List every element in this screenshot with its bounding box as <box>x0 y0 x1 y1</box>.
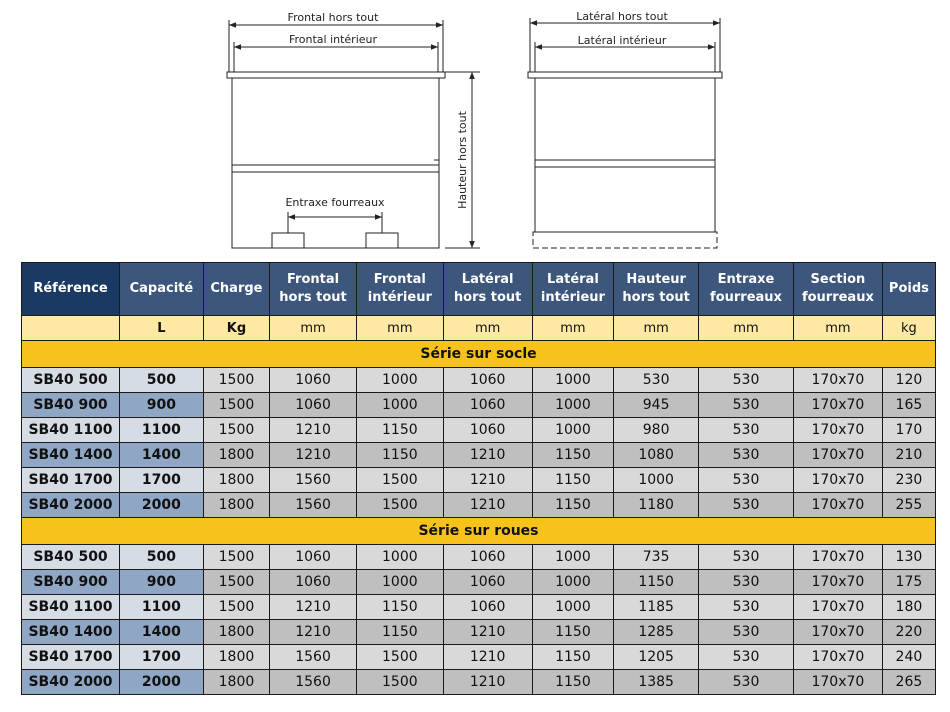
table-cell: 1150 <box>356 443 443 468</box>
table-cell: 500 <box>120 368 204 393</box>
table-cell: 130 <box>882 545 935 570</box>
series-header-row <box>22 518 936 545</box>
table-cell: 1185 <box>614 595 699 620</box>
table-cell: 230 <box>882 468 935 493</box>
table-cell: 2000 <box>120 670 204 695</box>
table-cell: 1210 <box>270 595 357 620</box>
table-cell: 265 <box>882 670 935 695</box>
table-cell: 1150 <box>532 443 614 468</box>
table-cell: 1060 <box>443 595 532 620</box>
column-header: Latéral intérieur <box>532 263 614 316</box>
table-cell: 240 <box>882 645 935 670</box>
table-cell: 1210 <box>443 645 532 670</box>
column-header: Section fourreaux <box>793 263 882 316</box>
column-header: Référence <box>22 263 120 316</box>
table-cell: 1150 <box>532 620 614 645</box>
table-cell: 1000 <box>532 595 614 620</box>
table-cell: 1700 <box>120 468 204 493</box>
table-cell: SB40 500 <box>22 545 120 570</box>
table-cell: 500 <box>120 545 204 570</box>
unit-cell: mm <box>270 316 357 341</box>
table-cell: 180 <box>882 595 935 620</box>
table-cell: SB40 2000 <box>22 670 120 695</box>
unit-cell <box>22 316 120 341</box>
series-title: Série sur socle <box>22 341 936 368</box>
table-cell: 1000 <box>532 368 614 393</box>
table-cell: 1800 <box>203 468 269 493</box>
table-cell: 1000 <box>532 418 614 443</box>
column-header: Latéral hors tout <box>443 263 532 316</box>
column-header: Hauteur hors tout <box>614 263 699 316</box>
spec-table <box>21 262 936 695</box>
table-cell: 980 <box>614 418 699 443</box>
column-header: Frontal hors tout <box>270 263 357 316</box>
front-view <box>227 20 480 248</box>
table-row <box>22 595 936 620</box>
table-cell: 1210 <box>443 468 532 493</box>
table-cell: 1100 <box>120 595 204 620</box>
table-cell: 1000 <box>356 545 443 570</box>
table-cell: 1150 <box>532 645 614 670</box>
table-cell: 1150 <box>356 418 443 443</box>
column-header: Charge <box>203 263 269 316</box>
table-row <box>22 645 936 670</box>
table-cell: 1500 <box>203 368 269 393</box>
table-cell: 1150 <box>532 493 614 518</box>
table-row <box>22 443 936 468</box>
table-cell: 1560 <box>270 468 357 493</box>
table-row <box>22 670 936 695</box>
table-cell: 1800 <box>203 493 269 518</box>
table-cell: 1560 <box>270 670 357 695</box>
column-header: Entraxe fourreaux <box>699 263 794 316</box>
lateral-interieur-label: Latéral intérieur <box>577 34 667 47</box>
table-cell: 1060 <box>443 393 532 418</box>
table-row <box>22 570 936 595</box>
unit-cell: kg <box>882 316 935 341</box>
table-cell: 530 <box>699 493 794 518</box>
table-cell: 1150 <box>532 670 614 695</box>
frontal-interieur-label: Frontal intérieur <box>288 33 378 46</box>
table-cell: 165 <box>882 393 935 418</box>
table-cell: 900 <box>120 393 204 418</box>
column-header: Frontal intérieur <box>356 263 443 316</box>
unit-cell: mm <box>793 316 882 341</box>
table-cell: 255 <box>882 493 935 518</box>
table-cell: SB40 900 <box>22 570 120 595</box>
table-cell: 1210 <box>443 670 532 695</box>
table-cell: 1000 <box>356 570 443 595</box>
table-cell: 1500 <box>356 468 443 493</box>
series-title: Série sur roues <box>22 518 936 545</box>
table-cell: 175 <box>882 570 935 595</box>
table-cell: 1060 <box>443 418 532 443</box>
table-cell: 530 <box>699 443 794 468</box>
table-row <box>22 468 936 493</box>
table-cell: 2000 <box>120 493 204 518</box>
lateral-hors-tout-label: Latéral hors tout <box>576 10 668 23</box>
table-cell: 1000 <box>532 393 614 418</box>
table-cell: 945 <box>614 393 699 418</box>
table-cell: 1400 <box>120 620 204 645</box>
table-cell: 1060 <box>443 368 532 393</box>
table-cell: 1205 <box>614 645 699 670</box>
table-cell: SB40 1700 <box>22 645 120 670</box>
table-cell: 170x70 <box>793 570 882 595</box>
table-cell: 1210 <box>443 620 532 645</box>
table-cell: 1400 <box>120 443 204 468</box>
table-cell: SB40 1400 <box>22 620 120 645</box>
series-header-row <box>22 341 936 368</box>
table-cell: 530 <box>699 393 794 418</box>
frontal-hors-tout-label: Frontal hors tout <box>287 11 379 24</box>
table-cell: 1060 <box>443 570 532 595</box>
table-cell: 1060 <box>443 545 532 570</box>
header-row <box>22 263 936 316</box>
table-cell: 1210 <box>443 493 532 518</box>
table-cell: 900 <box>120 570 204 595</box>
unit-cell: Kg <box>203 316 269 341</box>
table-cell: 170x70 <box>793 418 882 443</box>
table-cell: 1210 <box>270 443 357 468</box>
table-cell: 1700 <box>120 645 204 670</box>
table-cell: 1210 <box>270 620 357 645</box>
units-row <box>22 316 936 341</box>
table-row <box>22 545 936 570</box>
table-cell: 1150 <box>356 620 443 645</box>
table-cell: 1000 <box>614 468 699 493</box>
table-cell: 1060 <box>270 570 357 595</box>
table-cell: SB40 1400 <box>22 443 120 468</box>
unit-cell: mm <box>699 316 794 341</box>
table-cell: 530 <box>614 368 699 393</box>
table-cell: 1285 <box>614 620 699 645</box>
table-cell: 1800 <box>203 645 269 670</box>
table-cell: 120 <box>882 368 935 393</box>
table-cell: 1500 <box>356 645 443 670</box>
table-cell: SB40 900 <box>22 393 120 418</box>
table-cell: 530 <box>699 570 794 595</box>
technical-drawings <box>0 0 950 262</box>
entraxe-fourreaux-label: Entraxe fourreaux <box>285 196 385 209</box>
unit-cell: mm <box>614 316 699 341</box>
table-cell: 1000 <box>356 393 443 418</box>
table-cell: 1100 <box>120 418 204 443</box>
table-cell: 170x70 <box>793 645 882 670</box>
table-cell: 530 <box>699 620 794 645</box>
table-cell: 1500 <box>203 570 269 595</box>
table-cell: 530 <box>699 368 794 393</box>
table-cell: 735 <box>614 545 699 570</box>
table-cell: 1500 <box>356 670 443 695</box>
table-cell: 1000 <box>356 368 443 393</box>
table-row <box>22 493 936 518</box>
table-cell: 170x70 <box>793 393 882 418</box>
table-row <box>22 368 936 393</box>
table-cell: 170x70 <box>793 620 882 645</box>
table-cell: 1060 <box>270 545 357 570</box>
table-cell: 1000 <box>532 570 614 595</box>
table-cell: 530 <box>699 670 794 695</box>
table-cell: 1080 <box>614 443 699 468</box>
hauteur-hors-tout-label: Hauteur hors tout <box>456 111 469 209</box>
table-cell: 1500 <box>203 418 269 443</box>
table-cell: 170x70 <box>793 595 882 620</box>
table-cell: SB40 500 <box>22 368 120 393</box>
table-cell: 1560 <box>270 645 357 670</box>
table-cell: SB40 2000 <box>22 493 120 518</box>
table-cell: 1500 <box>356 493 443 518</box>
column-header: Poids <box>882 263 935 316</box>
unit-cell: mm <box>356 316 443 341</box>
table-cell: 170x70 <box>793 443 882 468</box>
unit-cell: mm <box>532 316 614 341</box>
table-cell: 170x70 <box>793 545 882 570</box>
unit-cell: mm <box>443 316 532 341</box>
table-cell: 170x70 <box>793 468 882 493</box>
table-cell: 210 <box>882 443 935 468</box>
table-cell: 1800 <box>203 620 269 645</box>
table-cell: 170x70 <box>793 670 882 695</box>
table-cell: 530 <box>699 418 794 443</box>
table-cell: 1000 <box>532 545 614 570</box>
unit-cell: L <box>120 316 204 341</box>
table-cell: 1500 <box>203 545 269 570</box>
table-cell: 1210 <box>270 418 357 443</box>
table-row <box>22 620 936 645</box>
table-cell: 1385 <box>614 670 699 695</box>
table-cell: 1210 <box>443 443 532 468</box>
table-cell: 170 <box>882 418 935 443</box>
table-cell: 170x70 <box>793 493 882 518</box>
table-cell: 530 <box>699 595 794 620</box>
table-cell: 220 <box>882 620 935 645</box>
table-row <box>22 418 936 443</box>
table-cell: 1800 <box>203 670 269 695</box>
table-cell: 1500 <box>203 393 269 418</box>
table-cell: 530 <box>699 645 794 670</box>
table-cell: SB40 1700 <box>22 468 120 493</box>
table-cell: 1150 <box>614 570 699 595</box>
table-cell: 1060 <box>270 368 357 393</box>
table-cell: 530 <box>699 468 794 493</box>
table-cell: 530 <box>699 545 794 570</box>
table-cell: 1800 <box>203 443 269 468</box>
table-cell: 1500 <box>203 595 269 620</box>
table-cell: 1150 <box>356 595 443 620</box>
table-cell: SB40 1100 <box>22 418 120 443</box>
column-header: Capacité <box>120 263 204 316</box>
table-cell: 1150 <box>532 468 614 493</box>
side-view <box>528 18 722 248</box>
table-cell: 1560 <box>270 493 357 518</box>
table-cell: 1060 <box>270 393 357 418</box>
table-cell: SB40 1100 <box>22 595 120 620</box>
table-cell: 170x70 <box>793 368 882 393</box>
table-row <box>22 393 936 418</box>
table-cell: 1180 <box>614 493 699 518</box>
